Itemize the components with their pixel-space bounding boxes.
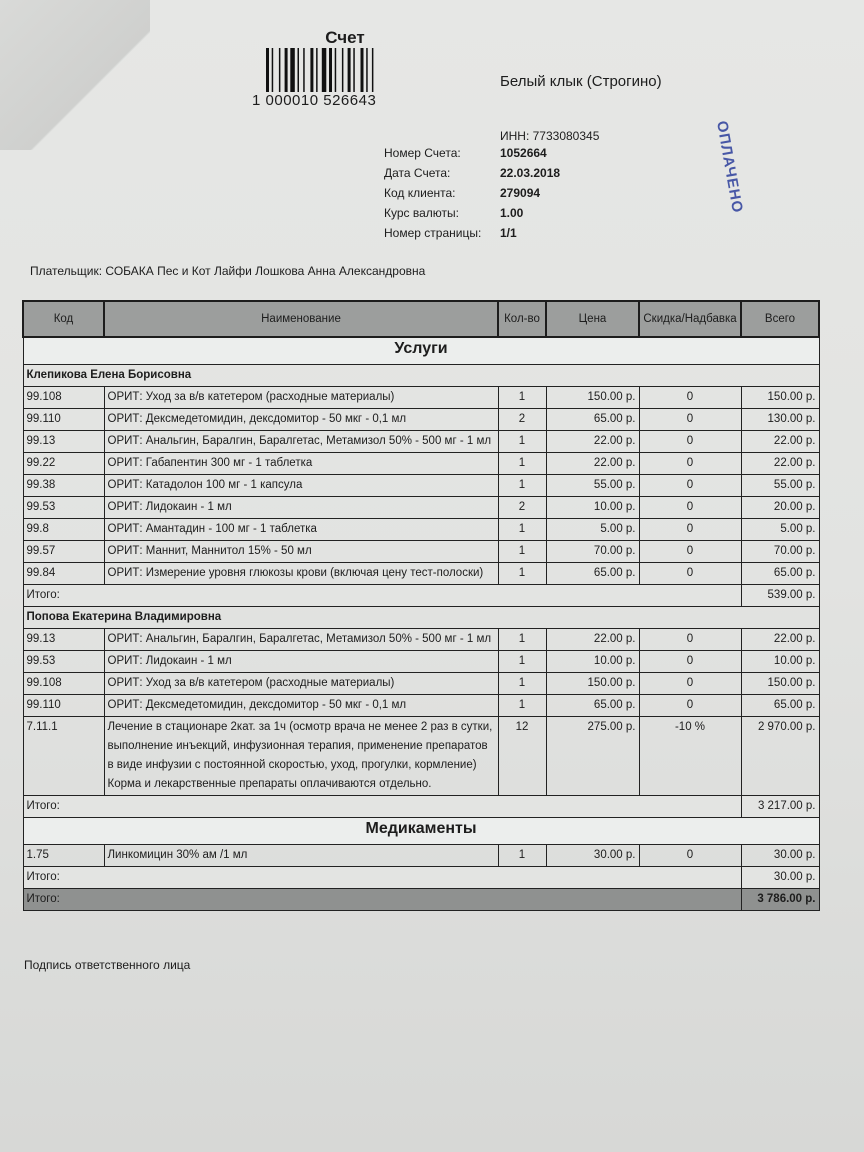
paper-corner: [0, 0, 150, 150]
cell-discount: 0: [639, 387, 741, 409]
doctor-row: [23, 365, 819, 387]
table-row: [23, 695, 819, 717]
cell-name: ОРИТ: Амантадин - 100 мг - 1 таблетка: [104, 519, 498, 541]
cell-name: ОРИТ: Измерение уровня глюкозы крови (включая цену тест-полоски): [104, 563, 498, 585]
table-row: [23, 629, 819, 651]
invoice-meta: [384, 146, 560, 246]
cell-price: 150.00 р.: [546, 387, 639, 409]
cell-total: 30.00 р.: [741, 845, 819, 867]
invoice-table: [22, 300, 820, 911]
cell-code: 99.108: [23, 387, 104, 409]
cell-discount: 0: [639, 629, 741, 651]
meta-row: Дата Счета: 22.03.2018: [384, 166, 561, 180]
cell-price: 22.00 р.: [546, 453, 639, 475]
cell-discount: 0: [639, 845, 741, 867]
meta-row: Номер страницы: 1/1: [384, 226, 517, 240]
cell-total: 5.00 р.: [741, 519, 819, 541]
table-header: [23, 301, 819, 337]
cell-qty: 1: [498, 453, 546, 475]
cell-total: 65.00 р.: [741, 563, 819, 585]
cell-name: ОРИТ: Лидокаин - 1 мл: [104, 497, 498, 519]
col-name: Наименование: [104, 301, 498, 337]
cell-discount: 0: [639, 695, 741, 717]
table-row: [23, 431, 819, 453]
cell-price: 150.00 р.: [546, 673, 639, 695]
table-row: [23, 519, 819, 541]
meta-row: Курс валюты: 1.00: [384, 206, 524, 220]
cell-qty: 1: [498, 629, 546, 651]
table-row: [23, 387, 819, 409]
cell-code: 99.53: [23, 651, 104, 673]
cell-name: ОРИТ: Катадолон 100 мг - 1 капсула: [104, 475, 498, 497]
table-row: [23, 845, 819, 867]
cell-qty: 1: [498, 475, 546, 497]
subtotal-label: Итого:: [23, 867, 741, 889]
grand-total-row: [23, 889, 819, 911]
subtotal-label: Итого:: [23, 889, 741, 911]
col-qty: Кол-во: [498, 301, 546, 337]
cell-discount: 0: [639, 563, 741, 585]
cell-qty: 1: [498, 673, 546, 695]
cell-total: 70.00 р.: [741, 541, 819, 563]
cell-total: 65.00 р.: [741, 695, 819, 717]
cell-total: 20.00 р.: [741, 497, 819, 519]
subtotal-label: Итого:: [23, 796, 741, 818]
invoice-title: Счет: [325, 28, 365, 47]
cell-name: Линкомицин 30% ам /1 мл: [104, 845, 498, 867]
table-row: [23, 475, 819, 497]
cell-price: 65.00 р.: [546, 563, 639, 585]
cell-price: 275.00 р.: [546, 717, 639, 796]
cell-code: 7.11.1: [23, 717, 104, 796]
cell-code: 99.13: [23, 431, 104, 453]
cell-qty: 1: [498, 651, 546, 673]
cell-discount: 0: [639, 453, 741, 475]
cell-name: ОРИТ: Уход за в/в катетером (расходные материалы): [104, 387, 498, 409]
cell-qty: 2: [498, 409, 546, 431]
table-row: [23, 453, 819, 475]
cell-discount: -10 %: [639, 717, 741, 796]
subtotal-value: 539.00 р.: [741, 585, 819, 607]
cell-price: 70.00 р.: [546, 541, 639, 563]
cell-discount: 0: [639, 409, 741, 431]
cell-qty: 1: [498, 519, 546, 541]
cell-name: ОРИТ: Анальгин, Баралгин, Баралгетас, Метамизол 50% - 500 мг - 1 мл: [104, 629, 498, 651]
payer: Плательщик: СОБАКА Пес и Кот Лайфи Лошкова Анна Александровна: [30, 264, 426, 278]
cell-discount: 0: [639, 541, 741, 563]
clinic-name: Белый клык (Строгино): [500, 73, 662, 90]
cell-name: ОРИТ: Дексмедетомидин, дексдомитор - 50 мкг - 0,1 мл: [104, 409, 498, 431]
col-code: Код: [23, 301, 104, 337]
cell-name: ОРИТ: Габапентин 300 мг - 1 таблетка: [104, 453, 498, 475]
cell-qty: 1: [498, 541, 546, 563]
cell-price: 10.00 р.: [546, 497, 639, 519]
cell-total: 10.00 р.: [741, 651, 819, 673]
cell-code: 99.110: [23, 409, 104, 431]
table-row: [23, 651, 819, 673]
cell-total: 2 970.00 р.: [741, 717, 819, 796]
section-services: Услуги: [23, 337, 819, 365]
cell-code: 99.38: [23, 475, 104, 497]
cell-code: 99.108: [23, 673, 104, 695]
cell-name: Лечение в стационаре 2кат. за 1ч (осмотр врача не менее 2 раз в сутки, выполнение инъекций, инфузионная терапия, применение препаратов в виде инфузии с постоянной скоростью, уход, прогулки, кормление) Корма и лекарственные препараты оплачиваются отдельно.: [104, 717, 498, 796]
subtotal-value: 3 217.00 р.: [741, 796, 819, 818]
cell-price: 55.00 р.: [546, 475, 639, 497]
cell-price: 10.00 р.: [546, 651, 639, 673]
table-row: [23, 673, 819, 695]
cell-discount: 0: [639, 497, 741, 519]
meta-row: Номер Счета: 1052664: [384, 146, 547, 160]
subtotal-row: [23, 585, 819, 607]
cell-total: 150.00 р.: [741, 673, 819, 695]
table-row: [23, 717, 819, 796]
section-medicines: Медикаменты: [23, 818, 819, 845]
cell-code: 99.84: [23, 563, 104, 585]
cell-price: 22.00 р.: [546, 629, 639, 651]
cell-qty: 1: [498, 845, 546, 867]
cell-total: 22.00 р.: [741, 453, 819, 475]
cell-name: ОРИТ: Уход за в/в катетером (расходные материалы): [104, 673, 498, 695]
barcode: [266, 48, 406, 92]
cell-price: 65.00 р.: [546, 409, 639, 431]
col-total: Всего: [741, 301, 819, 337]
cell-total: 22.00 р.: [741, 431, 819, 453]
cell-discount: 0: [639, 431, 741, 453]
doctor-row: [23, 607, 819, 629]
cell-qty: 1: [498, 431, 546, 453]
cell-code: 99.8: [23, 519, 104, 541]
table-row: [23, 409, 819, 431]
cell-code: 1.75: [23, 845, 104, 867]
barcode-number: 1 000010 526643: [252, 92, 377, 109]
paid-stamp: ОПЛАЧЕНО: [713, 119, 747, 215]
cell-price: 22.00 р.: [546, 431, 639, 453]
cell-total: 22.00 р.: [741, 629, 819, 651]
subtotal-value: 3 786.00 р.: [741, 889, 819, 911]
signature-label: Подпись ответственного лица: [24, 958, 191, 972]
table-row: [23, 497, 819, 519]
cell-code: 99.57: [23, 541, 104, 563]
table-row: [23, 563, 819, 585]
subtotal-label: Итого:: [23, 585, 741, 607]
cell-qty: 1: [498, 563, 546, 585]
cell-discount: 0: [639, 673, 741, 695]
cell-name: ОРИТ: Лидокаин - 1 мл: [104, 651, 498, 673]
table-row: [23, 541, 819, 563]
cell-code: 99.13: [23, 629, 104, 651]
subtotal-row: [23, 867, 819, 889]
cell-qty: 1: [498, 387, 546, 409]
cell-discount: 0: [639, 475, 741, 497]
meta-row: Код клиента: 279094: [384, 186, 541, 200]
cell-discount: 0: [639, 651, 741, 673]
col-price: Цена: [546, 301, 639, 337]
cell-price: 65.00 р.: [546, 695, 639, 717]
subtotal-value: 30.00 р.: [741, 867, 819, 889]
cell-name: ОРИТ: Дексмедетомидин, дексдомитор - 50 мкг - 0,1 мл: [104, 695, 498, 717]
cell-qty: 12: [498, 717, 546, 796]
cell-name: ОРИТ: Маннит, Маннитол 15% - 50 мл: [104, 541, 498, 563]
cell-code: 99.22: [23, 453, 104, 475]
cell-code: 99.53: [23, 497, 104, 519]
col-discount: Скидка/Надбавка: [639, 301, 741, 337]
cell-qty: 2: [498, 497, 546, 519]
cell-discount: 0: [639, 519, 741, 541]
cell-price: 30.00 р.: [546, 845, 639, 867]
cell-qty: 1: [498, 695, 546, 717]
cell-total: 130.00 р.: [741, 409, 819, 431]
subtotal-row: [23, 796, 819, 818]
cell-total: 55.00 р.: [741, 475, 819, 497]
cell-total: 150.00 р.: [741, 387, 819, 409]
inn: ИНН: 7733080345: [500, 129, 600, 143]
cell-name: ОРИТ: Анальгин, Баралгин, Баралгетас, Метамизол 50% - 500 мг - 1 мл: [104, 431, 498, 453]
cell-price: 5.00 р.: [546, 519, 639, 541]
doctor-name: Попова Екатерина Владимировна: [23, 607, 819, 629]
cell-code: 99.110: [23, 695, 104, 717]
doctor-name: Клепикова Елена Борисовна: [23, 365, 819, 387]
